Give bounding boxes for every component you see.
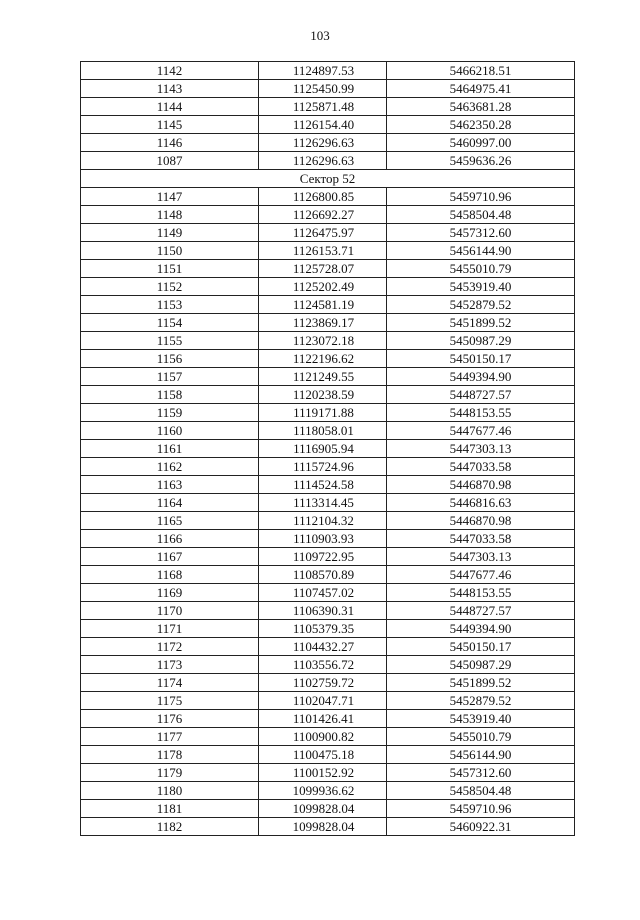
- x-coordinate-cell: 1126475.97: [259, 224, 387, 242]
- point-cell: 1168: [81, 566, 259, 584]
- point-cell: 1147: [81, 188, 259, 206]
- x-coordinate-cell: 1125202.49: [259, 278, 387, 296]
- point-cell: 1144: [81, 98, 259, 116]
- y-coordinate-cell: 5452879.52: [387, 692, 575, 710]
- x-coordinate-cell: 1099828.04: [259, 818, 387, 836]
- point-cell: 1146: [81, 134, 259, 152]
- table-row: [81, 656, 575, 674]
- x-coordinate-cell: 1099828.04: [259, 800, 387, 818]
- y-coordinate-cell: 5447033.58: [387, 458, 575, 476]
- y-coordinate-cell: 5446816.63: [387, 494, 575, 512]
- table-row: [81, 368, 575, 386]
- x-coordinate-cell: 1110903.93: [259, 530, 387, 548]
- point-cell: 1165: [81, 512, 259, 530]
- point-cell: 1159: [81, 404, 259, 422]
- y-coordinate-cell: 5451899.52: [387, 314, 575, 332]
- y-coordinate-cell: 5452879.52: [387, 296, 575, 314]
- section-title: Сектор 52: [81, 170, 575, 188]
- coordinates-table: [80, 61, 575, 836]
- y-coordinate-cell: 5458504.48: [387, 782, 575, 800]
- table-row: [81, 638, 575, 656]
- point-cell: 1166: [81, 530, 259, 548]
- table-row: [81, 584, 575, 602]
- y-coordinate-cell: 5453919.40: [387, 710, 575, 728]
- table-row: [81, 566, 575, 584]
- point-cell: 1149: [81, 224, 259, 242]
- point-cell: 1156: [81, 350, 259, 368]
- point-cell: 1176: [81, 710, 259, 728]
- y-coordinate-cell: 5446870.98: [387, 512, 575, 530]
- table-row: [81, 440, 575, 458]
- point-cell: 1153: [81, 296, 259, 314]
- x-coordinate-cell: 1103556.72: [259, 656, 387, 674]
- point-cell: 1160: [81, 422, 259, 440]
- table-row: [81, 98, 575, 116]
- point-cell: 1167: [81, 548, 259, 566]
- table-row: [81, 80, 575, 98]
- y-coordinate-cell: 5450987.29: [387, 332, 575, 350]
- table-row: [81, 422, 575, 440]
- point-cell: 1150: [81, 242, 259, 260]
- table-row: [81, 116, 575, 134]
- table-row: [81, 728, 575, 746]
- x-coordinate-cell: 1106390.31: [259, 602, 387, 620]
- y-coordinate-cell: 5446870.98: [387, 476, 575, 494]
- x-coordinate-cell: 1100475.18: [259, 746, 387, 764]
- point-cell: 1157: [81, 368, 259, 386]
- point-cell: 1142: [81, 62, 259, 80]
- y-coordinate-cell: 5457312.60: [387, 224, 575, 242]
- point-cell: 1173: [81, 656, 259, 674]
- point-cell: 1155: [81, 332, 259, 350]
- coordinates-table-body: [81, 62, 575, 836]
- x-coordinate-cell: 1113314.45: [259, 494, 387, 512]
- y-coordinate-cell: 5450150.17: [387, 638, 575, 656]
- y-coordinate-cell: 5449394.90: [387, 620, 575, 638]
- x-coordinate-cell: 1120238.59: [259, 386, 387, 404]
- x-coordinate-cell: 1115724.96: [259, 458, 387, 476]
- y-coordinate-cell: 5464975.41: [387, 80, 575, 98]
- table-row: [81, 620, 575, 638]
- x-coordinate-cell: 1112104.32: [259, 512, 387, 530]
- y-coordinate-cell: 5463681.28: [387, 98, 575, 116]
- x-coordinate-cell: 1101426.41: [259, 710, 387, 728]
- x-coordinate-cell: 1126153.71: [259, 242, 387, 260]
- point-cell: 1172: [81, 638, 259, 656]
- table-row: [81, 152, 575, 170]
- table-row: [81, 602, 575, 620]
- y-coordinate-cell: 5459710.96: [387, 188, 575, 206]
- table-row: [81, 404, 575, 422]
- y-coordinate-cell: 5447677.46: [387, 422, 575, 440]
- point-cell: 1164: [81, 494, 259, 512]
- x-coordinate-cell: 1121249.55: [259, 368, 387, 386]
- point-cell: 1161: [81, 440, 259, 458]
- y-coordinate-cell: 5459636.26: [387, 152, 575, 170]
- point-cell: 1143: [81, 80, 259, 98]
- table-row: [81, 458, 575, 476]
- point-cell: 1163: [81, 476, 259, 494]
- y-coordinate-cell: 5450150.17: [387, 350, 575, 368]
- y-coordinate-cell: 5451899.52: [387, 674, 575, 692]
- x-coordinate-cell: 1102047.71: [259, 692, 387, 710]
- y-coordinate-cell: 5460922.31: [387, 818, 575, 836]
- point-cell: 1151: [81, 260, 259, 278]
- y-coordinate-cell: 5450987.29: [387, 656, 575, 674]
- y-coordinate-cell: 5448153.55: [387, 404, 575, 422]
- point-cell: 1170: [81, 602, 259, 620]
- x-coordinate-cell: 1123072.18: [259, 332, 387, 350]
- x-coordinate-cell: 1124581.19: [259, 296, 387, 314]
- x-coordinate-cell: 1126154.40: [259, 116, 387, 134]
- x-coordinate-cell: 1105379.35: [259, 620, 387, 638]
- table-row: [81, 332, 575, 350]
- table-row: [81, 242, 575, 260]
- point-cell: 1162: [81, 458, 259, 476]
- x-coordinate-cell: 1099936.62: [259, 782, 387, 800]
- x-coordinate-cell: 1126296.63: [259, 134, 387, 152]
- section-header-row: [81, 170, 575, 188]
- y-coordinate-cell: 5447677.46: [387, 566, 575, 584]
- y-coordinate-cell: 5455010.79: [387, 728, 575, 746]
- table-row: [81, 314, 575, 332]
- table-row: [81, 278, 575, 296]
- y-coordinate-cell: 5456144.90: [387, 746, 575, 764]
- x-coordinate-cell: 1122196.62: [259, 350, 387, 368]
- x-coordinate-cell: 1123869.17: [259, 314, 387, 332]
- x-coordinate-cell: 1109722.95: [259, 548, 387, 566]
- point-cell: 1154: [81, 314, 259, 332]
- y-coordinate-cell: 5449394.90: [387, 368, 575, 386]
- table-row: [81, 386, 575, 404]
- point-cell: 1174: [81, 674, 259, 692]
- x-coordinate-cell: 1126296.63: [259, 152, 387, 170]
- y-coordinate-cell: 5447303.13: [387, 440, 575, 458]
- point-cell: 1177: [81, 728, 259, 746]
- table-row: [81, 296, 575, 314]
- y-coordinate-cell: 5458504.48: [387, 206, 575, 224]
- x-coordinate-cell: 1126692.27: [259, 206, 387, 224]
- table-row: [81, 350, 575, 368]
- x-coordinate-cell: 1125450.99: [259, 80, 387, 98]
- point-cell: 1148: [81, 206, 259, 224]
- point-cell: 1171: [81, 620, 259, 638]
- y-coordinate-cell: 5459710.96: [387, 800, 575, 818]
- y-coordinate-cell: 5456144.90: [387, 242, 575, 260]
- point-cell: 1179: [81, 764, 259, 782]
- y-coordinate-cell: 5447033.58: [387, 530, 575, 548]
- y-coordinate-cell: 5453919.40: [387, 278, 575, 296]
- table-row: [81, 782, 575, 800]
- y-coordinate-cell: 5455010.79: [387, 260, 575, 278]
- table-row: [81, 800, 575, 818]
- table-row: [81, 710, 575, 728]
- table-row: [81, 512, 575, 530]
- y-coordinate-cell: 5448727.57: [387, 386, 575, 404]
- table-row: [81, 206, 575, 224]
- table-row: [81, 62, 575, 80]
- y-coordinate-cell: 5457312.60: [387, 764, 575, 782]
- page-number: 103: [310, 28, 330, 43]
- table-row: [81, 494, 575, 512]
- x-coordinate-cell: 1108570.89: [259, 566, 387, 584]
- table-row: [81, 818, 575, 836]
- point-cell: 1169: [81, 584, 259, 602]
- x-coordinate-cell: 1119171.88: [259, 404, 387, 422]
- table-row: [81, 260, 575, 278]
- table-row: [81, 476, 575, 494]
- y-coordinate-cell: 5460997.00: [387, 134, 575, 152]
- table-row: [81, 692, 575, 710]
- table-row: [81, 764, 575, 782]
- table-row: [81, 224, 575, 242]
- table-row: [81, 746, 575, 764]
- x-coordinate-cell: 1125871.48: [259, 98, 387, 116]
- x-coordinate-cell: 1125728.07: [259, 260, 387, 278]
- x-coordinate-cell: 1118058.01: [259, 422, 387, 440]
- x-coordinate-cell: 1116905.94: [259, 440, 387, 458]
- table-row: [81, 530, 575, 548]
- x-coordinate-cell: 1126800.85: [259, 188, 387, 206]
- point-cell: 1182: [81, 818, 259, 836]
- y-coordinate-cell: 5447303.13: [387, 548, 575, 566]
- point-cell: 1152: [81, 278, 259, 296]
- table-row: [81, 134, 575, 152]
- x-coordinate-cell: 1114524.58: [259, 476, 387, 494]
- x-coordinate-cell: 1100152.92: [259, 764, 387, 782]
- x-coordinate-cell: 1124897.53: [259, 62, 387, 80]
- x-coordinate-cell: 1102759.72: [259, 674, 387, 692]
- point-cell: 1158: [81, 386, 259, 404]
- point-cell: 1181: [81, 800, 259, 818]
- point-cell: 1087: [81, 152, 259, 170]
- x-coordinate-cell: 1107457.02: [259, 584, 387, 602]
- point-cell: 1175: [81, 692, 259, 710]
- table-row: [81, 548, 575, 566]
- y-coordinate-cell: 5448727.57: [387, 602, 575, 620]
- point-cell: 1180: [81, 782, 259, 800]
- x-coordinate-cell: 1100900.82: [259, 728, 387, 746]
- y-coordinate-cell: 5462350.28: [387, 116, 575, 134]
- x-coordinate-cell: 1104432.27: [259, 638, 387, 656]
- point-cell: 1145: [81, 116, 259, 134]
- table-row: [81, 674, 575, 692]
- y-coordinate-cell: 5466218.51: [387, 62, 575, 80]
- y-coordinate-cell: 5448153.55: [387, 584, 575, 602]
- point-cell: 1178: [81, 746, 259, 764]
- table-row: [81, 188, 575, 206]
